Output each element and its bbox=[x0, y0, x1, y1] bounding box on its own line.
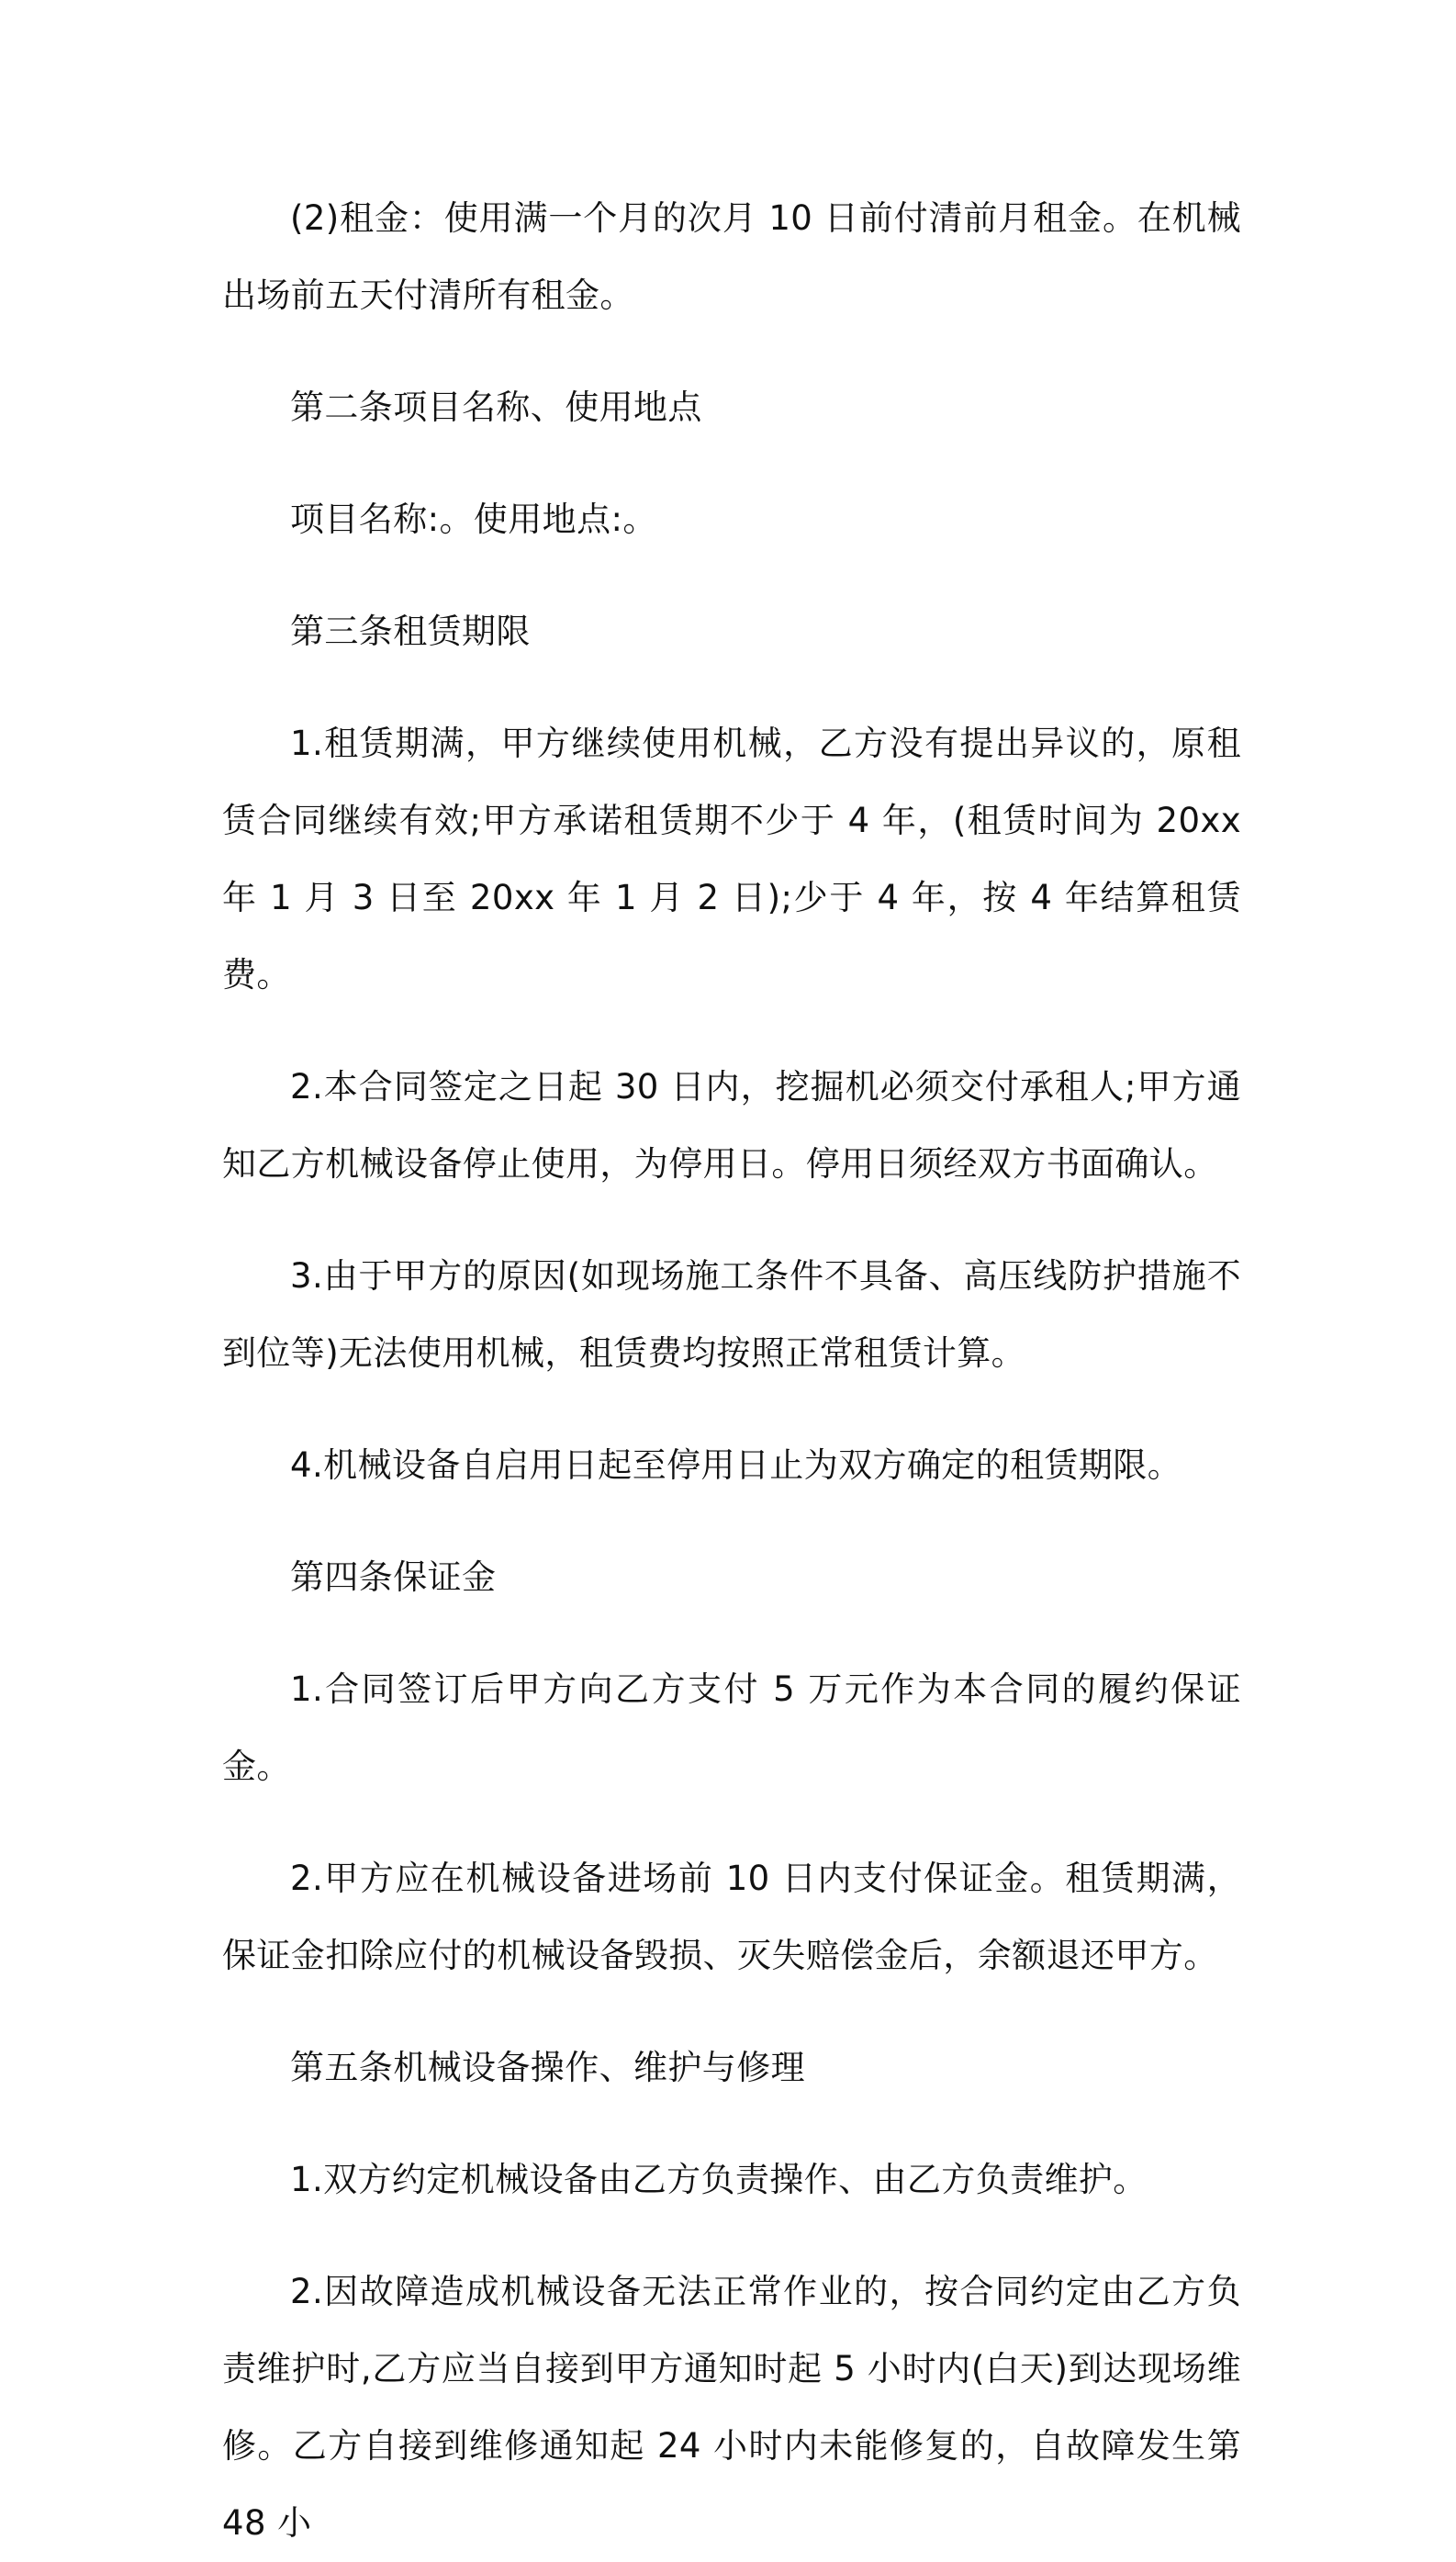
heading-article-3: 第三条租赁期限 bbox=[290, 612, 531, 651]
paragraph-maintenance-1: 1.双方约定机械设备由乙方负责操作、由乙方负责维护。 bbox=[290, 2160, 1148, 2199]
paragraph-rent-payment: (2)租金：使用满一个月的次月 10 日前付清前月租金。在机械出场前五天付清所有租金。 bbox=[222, 198, 1241, 315]
paragraph-deposit-1: 1.合同签订后甲方向乙方支付 5 万元作为本合同的履约保证金。 bbox=[222, 1669, 1241, 1786]
paragraph-lease-term-2: 2.本合同签定之日起 30 日内，挖掘机必须交付承租人;甲方通知乙方机械设备停止使用，为停用日。停用日须经双方书面确认。 bbox=[222, 1067, 1241, 1184]
paragraph-lease-term-1: 1.租赁期满，甲方继续使用机械，乙方没有提出异议的，原租赁合同继续有效;甲方承诺租赁期不少于 4 年，(租赁时间为 20xx 年 1 月 3 日至 20xx 年 1 月 2 日);少于 4 年，按 4 年结算租赁费。 bbox=[222, 724, 1241, 994]
paragraph-maintenance-2: 2.因故障造成机械设备无法正常作业的，按合同约定由乙方负责维护时,乙方应当自接到甲方通知时起 5 小时内(白天)到达现场维修。乙方自接到维修通知起 24 小时内未能修复的，自故障发生第 48 小 bbox=[222, 2272, 1241, 2543]
paragraph-lease-term-3: 3.由于甲方的原因(如现场施工条件不具备、高压线防护措施不到位等)无法使用机械，租赁费均按照正常租赁计算。 bbox=[222, 1256, 1241, 1373]
paragraph-deposit-2: 2.甲方应在机械设备进场前 10 日内支付保证金。租赁期满，保证金扣除应付的机械设备毁损、灭失赔偿金后，余额退还甲方。 bbox=[222, 1859, 1241, 1975]
heading-article-5: 第五条机械设备操作、维护与修理 bbox=[290, 2048, 805, 2087]
heading-article-2: 第二条项目名称、使用地点 bbox=[290, 388, 702, 427]
document-body bbox=[222, 180, 1241, 2562]
paragraph-lease-term-4: 4.机械设备自启用日起至停用日止为双方确定的租赁期限。 bbox=[290, 1445, 1182, 1485]
paragraph-project-location: 项目名称:。使用地点:。 bbox=[290, 500, 657, 539]
heading-article-4: 第四条保证金 bbox=[290, 1557, 497, 1597]
